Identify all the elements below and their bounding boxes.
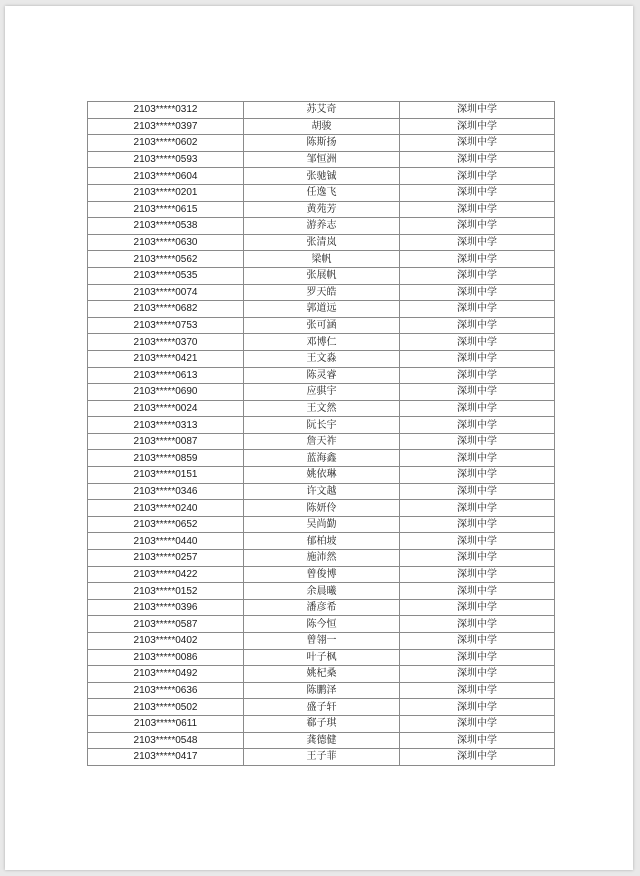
school-cell: 深圳中学: [400, 135, 555, 152]
table-row: [88, 102, 555, 119]
id-cell: 2103*****0421: [88, 350, 244, 367]
table-row: [88, 699, 555, 716]
table-row: [88, 234, 555, 251]
school-cell: 深圳中学: [400, 184, 555, 201]
id-cell: 2103*****0611: [88, 715, 244, 732]
id-cell: 2103*****0613: [88, 367, 244, 384]
school-cell: 深圳中学: [400, 201, 555, 218]
name-cell: 王子菲: [244, 749, 400, 766]
name-cell: 张驰铖: [244, 168, 400, 185]
id-cell: 2103*****0636: [88, 682, 244, 699]
name-cell: 盛子轩: [244, 699, 400, 716]
id-cell: 2103*****0257: [88, 550, 244, 567]
id-cell: 2103*****0492: [88, 666, 244, 683]
table-row: [88, 284, 555, 301]
school-cell: 深圳中学: [400, 251, 555, 268]
name-cell: 黄苑芳: [244, 201, 400, 218]
name-cell: 陈斯扬: [244, 135, 400, 152]
id-cell: 2103*****0313: [88, 417, 244, 434]
name-cell: 游养志: [244, 218, 400, 235]
table-row: [88, 367, 555, 384]
id-cell: 2103*****0587: [88, 616, 244, 633]
id-cell: 2103*****0602: [88, 135, 244, 152]
id-cell: 2103*****0593: [88, 151, 244, 168]
table-row: [88, 483, 555, 500]
table-row: [88, 267, 555, 284]
name-cell: 陈灵睿: [244, 367, 400, 384]
id-cell: 2103*****0397: [88, 118, 244, 135]
name-cell: 罗天皓: [244, 284, 400, 301]
table-row: [88, 732, 555, 749]
name-cell: 施沛然: [244, 550, 400, 567]
table-row: [88, 334, 555, 351]
school-cell: 深圳中学: [400, 118, 555, 135]
name-cell: 陈妍伶: [244, 500, 400, 517]
school-cell: 深圳中学: [400, 350, 555, 367]
school-cell: 深圳中学: [400, 234, 555, 251]
name-cell: 姚依琳: [244, 467, 400, 484]
school-cell: 深圳中学: [400, 583, 555, 600]
name-cell: 曾俊博: [244, 566, 400, 583]
table-row: [88, 201, 555, 218]
table-row: [88, 550, 555, 567]
id-cell: 2103*****0402: [88, 633, 244, 650]
school-cell: 深圳中学: [400, 450, 555, 467]
school-cell: 深圳中学: [400, 284, 555, 301]
table-row: [88, 599, 555, 616]
school-cell: 深圳中学: [400, 550, 555, 567]
name-cell: 张清岚: [244, 234, 400, 251]
id-cell: 2103*****0502: [88, 699, 244, 716]
id-cell: 2103*****0690: [88, 384, 244, 401]
table-row: [88, 433, 555, 450]
id-cell: 2103*****0312: [88, 102, 244, 119]
table-row: [88, 633, 555, 650]
id-cell: 2103*****0753: [88, 317, 244, 334]
name-cell: 阮长宇: [244, 417, 400, 434]
name-cell: 王文淼: [244, 350, 400, 367]
id-cell: 2103*****0074: [88, 284, 244, 301]
school-cell: 深圳中学: [400, 317, 555, 334]
school-cell: 深圳中学: [400, 732, 555, 749]
table-row: [88, 682, 555, 699]
table-row: [88, 715, 555, 732]
table-row: [88, 649, 555, 666]
name-cell: 陈鹏泽: [244, 682, 400, 699]
id-cell: 2103*****0630: [88, 234, 244, 251]
school-cell: 深圳中学: [400, 151, 555, 168]
name-cell: 应骐宇: [244, 384, 400, 401]
name-cell: 詹天祚: [244, 433, 400, 450]
student-table: [87, 101, 555, 766]
school-cell: 深圳中学: [400, 633, 555, 650]
table-row: [88, 168, 555, 185]
school-cell: 深圳中学: [400, 467, 555, 484]
school-cell: 深圳中学: [400, 749, 555, 766]
school-cell: 深圳中学: [400, 367, 555, 384]
id-cell: 2103*****0240: [88, 500, 244, 517]
school-cell: 深圳中学: [400, 516, 555, 533]
school-cell: 深圳中学: [400, 715, 555, 732]
id-cell: 2103*****0548: [88, 732, 244, 749]
table-row: [88, 749, 555, 766]
school-cell: 深圳中学: [400, 599, 555, 616]
school-cell: 深圳中学: [400, 384, 555, 401]
name-cell: 蓝海鑫: [244, 450, 400, 467]
school-cell: 深圳中学: [400, 267, 555, 284]
name-cell: 潘彦希: [244, 599, 400, 616]
table-row: [88, 450, 555, 467]
table-row: [88, 384, 555, 401]
table-row: [88, 400, 555, 417]
school-cell: 深圳中学: [400, 699, 555, 716]
table-row: [88, 500, 555, 517]
id-cell: 2103*****0538: [88, 218, 244, 235]
id-cell: 2103*****0417: [88, 749, 244, 766]
id-cell: 2103*****0396: [88, 599, 244, 616]
name-cell: 胡骏: [244, 118, 400, 135]
name-cell: 姚杞桑: [244, 666, 400, 683]
school-cell: 深圳中学: [400, 301, 555, 318]
table-row: [88, 218, 555, 235]
school-cell: 深圳中学: [400, 649, 555, 666]
table-row: [88, 350, 555, 367]
id-cell: 2103*****0152: [88, 583, 244, 600]
school-cell: 深圳中学: [400, 102, 555, 119]
student-table-body: [88, 102, 555, 766]
name-cell: 邓博仁: [244, 334, 400, 351]
table-row: [88, 317, 555, 334]
school-cell: 深圳中学: [400, 400, 555, 417]
id-cell: 2103*****0151: [88, 467, 244, 484]
table-row: [88, 533, 555, 550]
school-cell: 深圳中学: [400, 682, 555, 699]
table-row: [88, 417, 555, 434]
name-cell: 郗子琪: [244, 715, 400, 732]
name-cell: 余晨曦: [244, 583, 400, 600]
table-row: [88, 467, 555, 484]
id-cell: 2103*****0859: [88, 450, 244, 467]
table-row: [88, 301, 555, 318]
school-cell: 深圳中学: [400, 417, 555, 434]
school-cell: 深圳中学: [400, 433, 555, 450]
school-cell: 深圳中学: [400, 616, 555, 633]
name-cell: 许文越: [244, 483, 400, 500]
school-cell: 深圳中学: [400, 533, 555, 550]
table-row: [88, 583, 555, 600]
id-cell: 2103*****0562: [88, 251, 244, 268]
table-row: [88, 184, 555, 201]
name-cell: 陈今恒: [244, 616, 400, 633]
school-cell: 深圳中学: [400, 218, 555, 235]
id-cell: 2103*****0201: [88, 184, 244, 201]
id-cell: 2103*****0440: [88, 533, 244, 550]
school-cell: 深圳中学: [400, 666, 555, 683]
id-cell: 2103*****0422: [88, 566, 244, 583]
name-cell: 张展帆: [244, 267, 400, 284]
id-cell: 2103*****0535: [88, 267, 244, 284]
name-cell: 吴尚勤: [244, 516, 400, 533]
id-cell: 2103*****0346: [88, 483, 244, 500]
id-cell: 2103*****0086: [88, 649, 244, 666]
name-cell: 张可涵: [244, 317, 400, 334]
document-page: [5, 6, 633, 870]
table-row: [88, 616, 555, 633]
name-cell: 王文然: [244, 400, 400, 417]
table-row: [88, 251, 555, 268]
school-cell: 深圳中学: [400, 500, 555, 517]
id-cell: 2103*****0652: [88, 516, 244, 533]
id-cell: 2103*****0024: [88, 400, 244, 417]
table-row: [88, 516, 555, 533]
name-cell: 邹恒洲: [244, 151, 400, 168]
table-row: [88, 666, 555, 683]
name-cell: 苏艾奇: [244, 102, 400, 119]
table-row: [88, 566, 555, 583]
id-cell: 2103*****0370: [88, 334, 244, 351]
school-cell: 深圳中学: [400, 334, 555, 351]
name-cell: 梁帆: [244, 251, 400, 268]
name-cell: 叶子枫: [244, 649, 400, 666]
id-cell: 2103*****0604: [88, 168, 244, 185]
table-row: [88, 118, 555, 135]
id-cell: 2103*****0087: [88, 433, 244, 450]
name-cell: 郭道远: [244, 301, 400, 318]
id-cell: 2103*****0682: [88, 301, 244, 318]
table-row: [88, 135, 555, 152]
school-cell: 深圳中学: [400, 168, 555, 185]
name-cell: 曾翎一: [244, 633, 400, 650]
table-row: [88, 151, 555, 168]
id-cell: 2103*****0615: [88, 201, 244, 218]
name-cell: 任逸飞: [244, 184, 400, 201]
name-cell: 郁柏坡: [244, 533, 400, 550]
school-cell: 深圳中学: [400, 483, 555, 500]
school-cell: 深圳中学: [400, 566, 555, 583]
name-cell: 龚德健: [244, 732, 400, 749]
